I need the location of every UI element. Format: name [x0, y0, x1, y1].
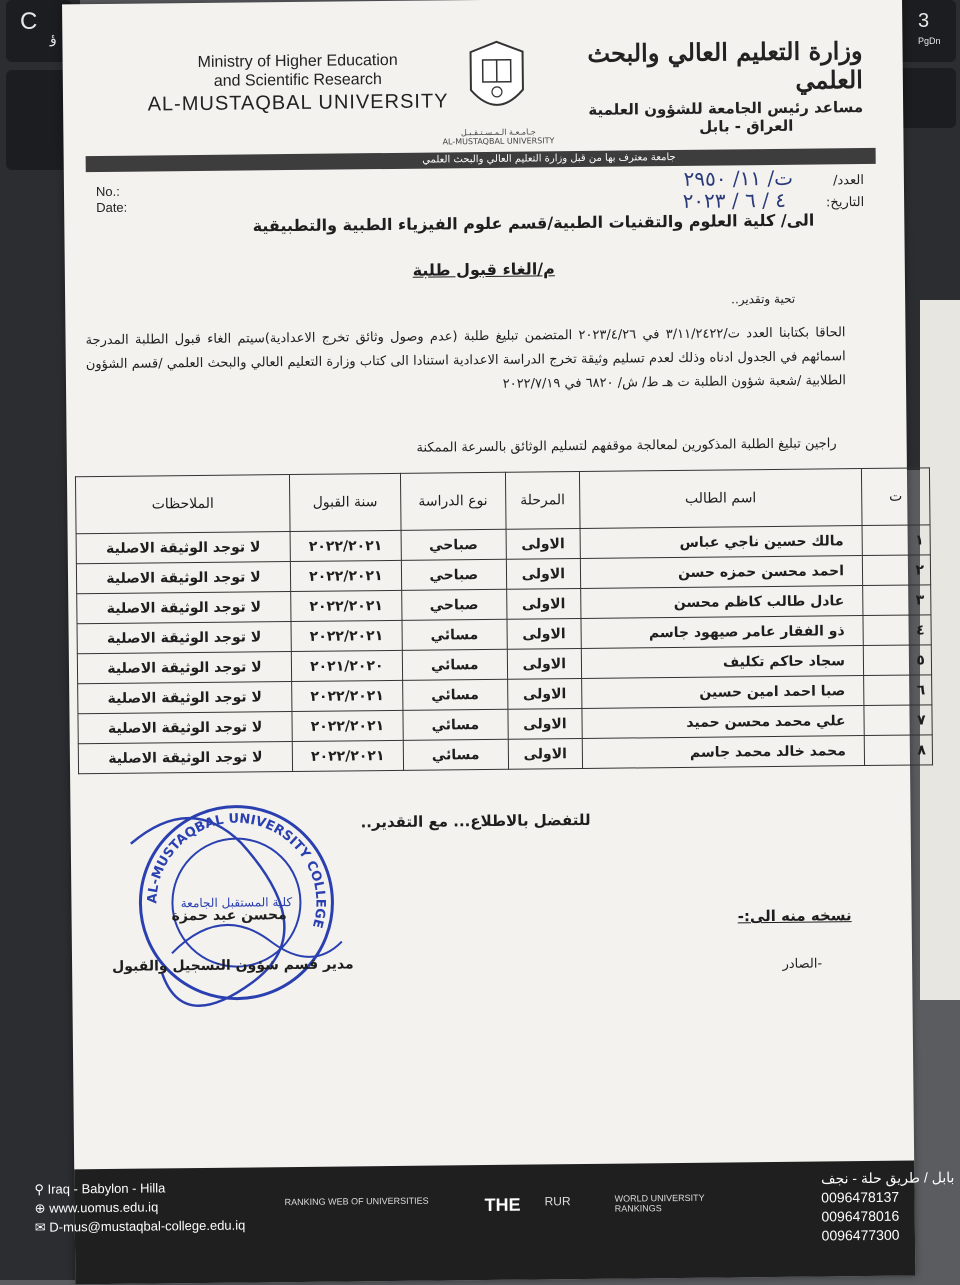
table-cell: صبا احمد امين حسين	[581, 676, 864, 709]
no-label: No.:	[96, 184, 127, 200]
email-text: D-mus@mustaqbal-college.edu.iq	[49, 1218, 245, 1235]
table-cell: ذو الفقار عامر صيهود جاسم	[581, 616, 864, 649]
recipient: الى/ كلية العلوم والتقنيات الطبية/قسم علوم الفيزياء الطبية والتطبيقية	[253, 211, 815, 236]
table-cell: الاولى	[508, 738, 582, 769]
col-number: ت	[861, 468, 930, 526]
date-label-ar: التاريخ:	[826, 195, 864, 210]
ministry-arabic: وزارة التعليم العالي والبحث العلمي	[542, 36, 863, 97]
table-cell: ٢٠٢٢/٢٠٢١	[290, 530, 401, 561]
col-notes: الملاحظات	[75, 475, 290, 534]
col-study-type: نوع الدراسة	[400, 472, 506, 530]
request-line: راجين تبليغ الطلبة المذكورين لمعالجة موقفهم لتسليم الوثائق بالسرعة الممكنة	[416, 436, 836, 455]
signer-name: محسن عبد حمزة	[171, 907, 286, 924]
table-cell: ٢٠٢٢/٢٠٢١	[292, 710, 403, 741]
accreditation-bar: جامعة معترف بها من قبل وزارة التعليم العالي والبحث العلمي	[86, 148, 876, 172]
issued-label: -الصادر	[782, 956, 822, 971]
footer-phones	[821, 1168, 955, 1245]
closing-line: للتفضل بالاطلاع... مع التقدير..	[360, 811, 590, 831]
address-ar: بابل / طريق حلة - نجف	[821, 1168, 955, 1188]
footer-contacts	[34, 1178, 245, 1237]
table-cell: عادل طالب كاظم محسن	[580, 586, 863, 619]
number-value: ت/ ١١/ ٢٩٥٠	[683, 166, 793, 191]
phone-3: 0096477300	[822, 1225, 956, 1245]
table-cell: ٢٠٢٢/٢٠٢١	[292, 680, 403, 711]
location-icon: ⚲	[34, 1182, 47, 1197]
subject: م/الغاء قبول طلبة	[413, 259, 555, 279]
table-cell: ٢٠٢٢/٢٠٢١	[291, 620, 402, 651]
table-cell: الاولى	[506, 529, 580, 560]
logo-caption-en: AL-MUSTAQBAL UNIVERSITY	[393, 136, 603, 147]
key-pgdn	[896, 0, 956, 62]
table-cell: لا توجد الوثيقة الاصلية	[77, 622, 291, 654]
table-cell: لا توجد الوثيقة الاصلية	[77, 592, 291, 624]
table-cell: لا توجد الوثيقة الاصلية	[78, 712, 292, 744]
stamp-inner-text: كلية المستقبل الجامعة	[181, 895, 293, 910]
date-label: Date:	[96, 200, 127, 216]
greeting: تحية وتقدير..	[731, 292, 795, 307]
website-item	[35, 1197, 246, 1218]
copy-to: نسخه منه الى:-	[738, 906, 852, 925]
col-admission-year: سنة القبول	[289, 473, 400, 531]
no-date-labels	[96, 184, 127, 216]
table-cell: لا توجد الوثيقة الاصلية	[78, 682, 292, 714]
table-cell: ٢٠٢١/٢٠٢٠	[291, 650, 402, 681]
header-english	[133, 50, 464, 116]
world-rankings-logo: WORLD UNIVERSITY RANKINGS	[615, 1193, 725, 1214]
ranking-web-logo: RANKING WEB OF UNIVERSITIES	[285, 1196, 429, 1208]
signer-title: مدير قسم شؤون التسجيل والقبول	[112, 956, 354, 975]
table-cell: صباحي	[401, 559, 507, 590]
reference-block	[682, 168, 864, 214]
table-cell: ٨	[864, 735, 932, 766]
table-cell: الاولى	[506, 559, 580, 590]
table-cell: ٦	[864, 675, 932, 706]
rur-logo: RUR	[545, 1194, 571, 1208]
table-cell: ٢٠٢٢/٢٠٢١	[292, 740, 403, 771]
assistant-president: مساعد رئيس الجامعة للشؤون العلمية	[543, 98, 863, 119]
table-cell: ١	[862, 525, 930, 556]
document-page	[62, 0, 915, 1284]
key-c-label: C	[20, 8, 37, 36]
table-cell: ٢٠٢٢/٢٠٢١	[291, 590, 402, 621]
address-item	[34, 1178, 245, 1199]
students-table	[75, 467, 933, 774]
table-header-row	[75, 468, 930, 534]
key-pgdn-sublabel: PgDn	[918, 36, 941, 46]
date-value: ٤ / ٦ / ٢٠٢٣	[682, 188, 786, 213]
table-cell: لا توجد الوثيقة الاصلية	[78, 742, 292, 774]
location-arabic: العراق - بابل	[543, 116, 863, 137]
col-stage: المرحلة	[505, 472, 579, 530]
table-cell: مسائي	[403, 739, 509, 770]
table-cell: احمد محسن حمزه حسن	[580, 556, 863, 589]
globe-icon: ⊕	[35, 1201, 50, 1216]
number-label-ar: العدد/	[833, 173, 864, 188]
table-cell: محمد خالد محمد جاسم	[582, 736, 865, 769]
table-cell: الاولى	[508, 678, 582, 709]
website-text: www.uomus.edu.iq	[49, 1199, 158, 1215]
key-pgdn-label: 3	[918, 10, 929, 33]
table-cell: ٢٠٢٢/٢٠٢١	[290, 560, 401, 591]
key-c-sublabel: ؤ	[50, 30, 57, 47]
table-cell: علي محمد محسن حميد	[582, 706, 865, 739]
table-cell: ٧	[864, 705, 932, 736]
table-cell: لا توجد الوثيقة الاصلية	[76, 532, 290, 564]
footer	[74, 1161, 915, 1285]
table-cell: ٢	[862, 555, 930, 586]
research-line: and Scientific Research	[133, 69, 463, 91]
table-cell: مسائي	[402, 619, 508, 650]
university-stamp	[100, 781, 372, 1024]
table-cell: ٣	[863, 585, 931, 616]
table-cell: مسائي	[402, 679, 508, 710]
letter-body: الحاقا بكتابنا العدد ت/٣/١١/٢٤٢٢ في ٢٠٢٣/٤/٢٦ المتضمن تبليغ طلبة (عدم وصول وثائق تخرج الاعدادية)سيتم الغاء قبول الطلبة المدرجة اسمائهم في الجدول ادناه وذلك لعدم تسليم وثيقة تخرج الدراسة الاعدادية استنادا الى كتاب وزارة التعليم العالي والبحث العلمي /قسم الشؤون الطلابية /شعبة شؤون الطلبة ت هـ ط/ ش/ ٦٨٢٠ في ٢٠٢٢/٧/١٩	[85, 321, 846, 401]
stamp-outer-text: AL-MUSTAQBAL UNIVERSITY COLLEGE	[144, 811, 327, 932]
table-cell: ٥	[863, 645, 931, 676]
table-cell: صباحي	[401, 589, 507, 620]
table-cell: الاولى	[507, 589, 581, 620]
university-name: AL-MUSTAQBAL UNIVERSITY	[133, 90, 463, 116]
address-text: Iraq - Babylon - Hilla	[47, 1180, 165, 1196]
logo-caption-ar: جـامـعـة الـمـسـتـقـبـل	[393, 127, 603, 138]
col-name: اسم الطالب	[579, 469, 862, 529]
table-cell: صباحي	[401, 529, 507, 560]
table-cell: الاولى	[507, 618, 581, 649]
phone-1: 0096478137	[821, 1187, 955, 1207]
university-logo	[462, 39, 531, 120]
the-logo: THE	[485, 1195, 521, 1216]
table-cell: مسائي	[403, 709, 509, 740]
mail-icon: ✉	[35, 1220, 50, 1235]
email-item	[35, 1216, 246, 1237]
phone-2: 0096478016	[821, 1206, 955, 1226]
table-cell: الاولى	[508, 708, 582, 739]
header-arabic	[542, 36, 863, 137]
table-cell: مسائي	[402, 649, 508, 680]
table-cell: لا توجد الوثيقة الاصلية	[77, 652, 291, 684]
ministry-line: Ministry of Higher Education	[133, 50, 463, 72]
table-cell: الاولى	[507, 648, 581, 679]
key-blank-right	[896, 68, 956, 128]
table-cell: مالك حسين ناجي عباس	[580, 526, 863, 559]
table-cell: سجاد حاكم تكليف	[581, 646, 864, 679]
table-cell: ٤	[863, 615, 931, 646]
rankings-logos	[285, 1193, 725, 1238]
table-cell: لا توجد الوثيقة الاصلية	[76, 562, 290, 594]
